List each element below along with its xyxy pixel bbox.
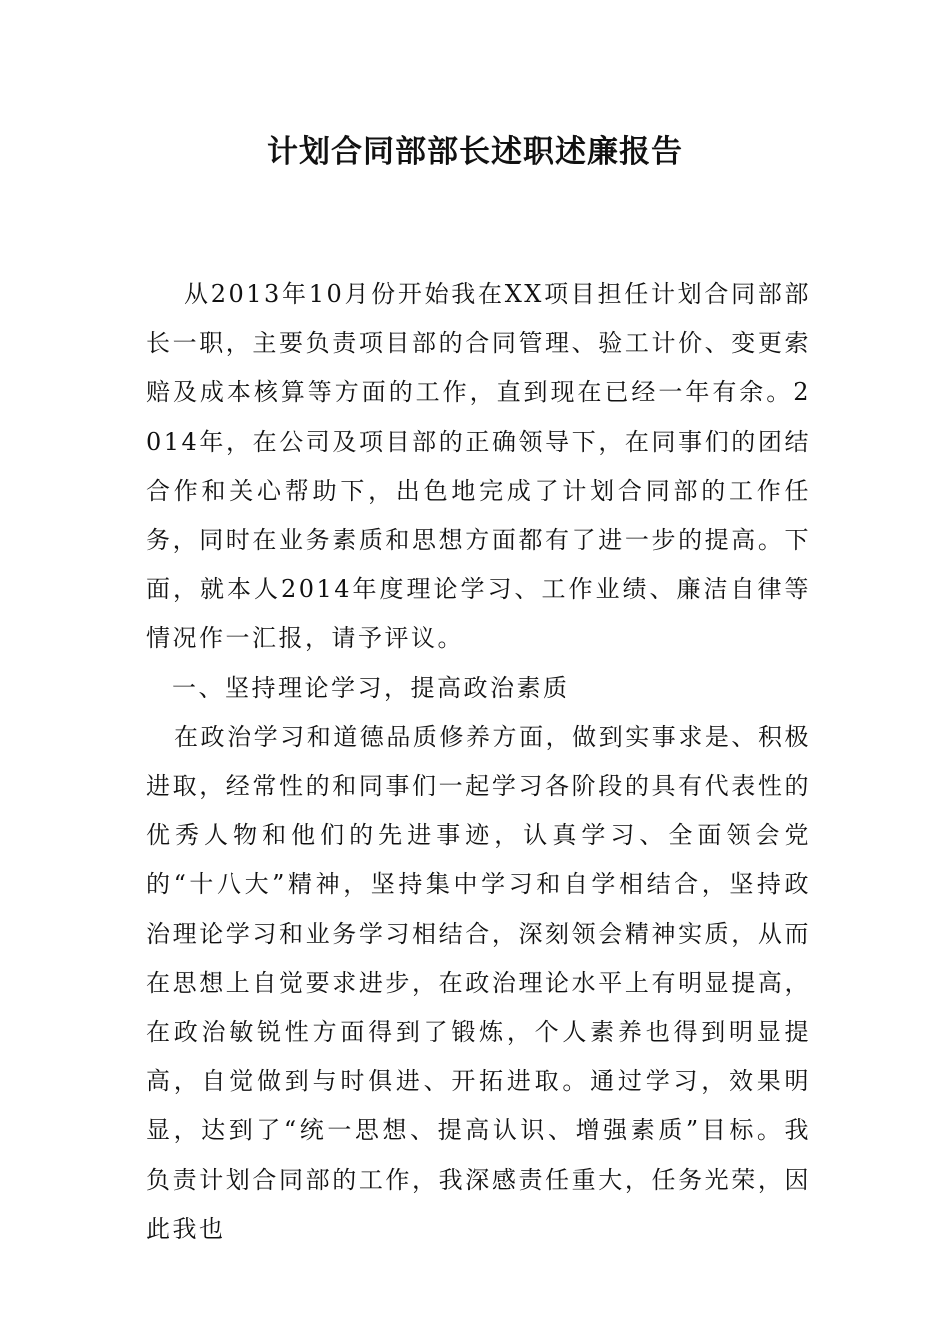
section-heading: 一、坚持理论学习，提高政治素质 [172,673,570,702]
paragraph-political-study: 在政治学习和道德品质修养方面，做到实事求是、积极进取，经常性的和同事们一起学习各阶段的具有代表性的优秀人物和他们的先进事迹，认真学习、全面领会党的“十八大”精神，坚持集中学习和自学相结合，坚持政治理论学习和业务学习相结合，深刻领会精神实质，从而在思想上自觉要求进步，在政治理论水平上有明显提高，在政治敏锐性方面得到了锻炼，个人素养也得到明显提高，自觉做到与时俱进、开拓进取。通过学习，效果明显，达到了“统一思想、提高认识、增强素质”目标。我负责计划合同部的工作，我深感责任重大，任务光荣，因此我也 [146,722,811,1243]
document-title: 计划合同部部长述职述廉报告 [267,134,683,170]
document-body [146,270,811,1254]
paragraph-intro: 从2013年10月份开始我在XX项目担任计划合同部部长一职，主要负责项目部的合同管理、验工计价、变更索赔及成本核算等方面的工作，直到现在已经一年有余。2014年，在公司及项目部的正确领导下，在同事们的团结合作和关心帮助下，出色地完成了计划合同部的工作任务，同时在业务素质和思想方面都有了进一步的提高。下面，就本人2014年度理论学习、工作业绩、廉洁自律等情况作一汇报，请予评议。 [146,280,811,653]
